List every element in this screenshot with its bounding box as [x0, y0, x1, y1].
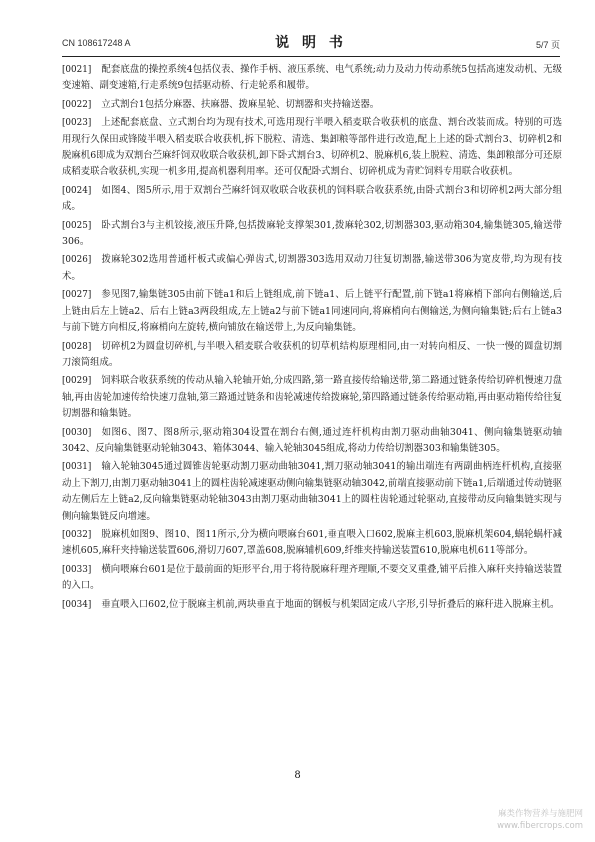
paragraph — [62, 287, 562, 336]
paragraph — [62, 562, 562, 595]
paragraph-number: [0031] — [62, 462, 92, 473]
paragraph — [62, 183, 562, 216]
paragraph — [62, 373, 562, 422]
paragraph-text: 拨麻轮302选用普通杆板式或偏心弹齿式,切割器303选用双动刀往复切割器,输送带306为宽皮带,均为现有技术。 — [62, 254, 562, 282]
paragraph — [62, 459, 562, 525]
paragraph-number: [0029] — [62, 376, 92, 387]
paragraph-text: 垂直喂入口602,位于脱麻主机前,两块垂直于地面的钢板与机架固定成八字形,引导折叠后的麻秆进入脱麻主机。 — [101, 598, 560, 610]
document-title: 说 明 书 — [275, 35, 347, 51]
paragraph-text: 饲料联合收获系统的传动从输入轮轴开始,分成四路,第一路直接传给输送带,第二路通过链条传给切碎机慢速刀盘轴,再由齿轮加速传给快速刀盘轴,第三路通过链条和齿轮减速传给拨麻轮,第四路通过链条传给驱动箱,再由驱动箱传给往复切割器和输集链。 — [62, 375, 562, 420]
paragraph — [62, 527, 562, 560]
paragraph-text: 切碎机2为圆盘切碎机,与半喂入稻麦联合收获机的切草机结构原理相同,由一对转向相反、一快一慢的圆盘切割刀滚筒组成。 — [62, 340, 562, 368]
paragraph-text: 参见图7,输集链305由前下链a1和后上链组成,前下链a1、后上链平行配置,前下链a1将麻梢下部向右侧输送,后上链由后左上链a2、后右上链a3两段组成,左上链a2与前下链a1同速同向,将麻梢向右侧输送,为侧向输集链;后右上链a3与前下链方向相反,将麻梢向左旋转,横向铺放在输送带上,为反向输集链。 — [62, 289, 562, 334]
description-body — [62, 62, 562, 615]
patent-number: CN 108617248 A — [62, 38, 131, 48]
paragraph-number: [0030] — [62, 427, 92, 438]
paragraph-text: 输入轮轴3045通过圆锥齿轮驱动割刀驱动曲轴3041,割刀驱动轴3041的输出端连有两副曲柄连杆机构,直接驱动上下割刀,由割刀驱动轴3041上的圆柱齿轮减速驱动侧向输集链驱动轴3042,前端直接驱动前下链a1,后端通过传动链驱动左侧后左上链a2,反向输集链驱动轮轴3043由割刀驱动曲轴3041上的圆柱齿轮通过轮驱动,直接带动反向输集链实现与侧向输集链反向增速。 — [62, 461, 562, 522]
page-header — [62, 32, 560, 57]
paragraph — [62, 218, 562, 251]
paragraph-number: [0028] — [62, 341, 92, 352]
paragraph — [62, 115, 562, 181]
paragraph-text: 卧式割台3与主机铰接,液压升降,包括拨麻轮支撑架301,拨麻轮302,切割器303,驱动箱304,输集链305,输送带306。 — [62, 219, 562, 248]
paragraph-text: 横向喂麻台601是位于最前面的矩形平台,用于将待脱麻秆理齐理顺,不要交叉重叠,铺平后推入麻秆夹持输送装置的入口。 — [62, 563, 562, 592]
paragraph — [62, 425, 562, 458]
paragraph-number: [0021] — [62, 65, 92, 75]
paragraph — [62, 62, 562, 95]
page-number: 8 — [294, 770, 301, 781]
paragraph-number: [0024] — [62, 185, 92, 196]
paragraph — [62, 339, 562, 372]
paragraph — [62, 97, 562, 113]
watermark-url: www.fibercrops.com — [497, 821, 583, 831]
paragraph-number: [0025] — [62, 220, 92, 231]
paragraph-number: [0032] — [62, 529, 92, 540]
paragraph-text: 脱麻机如图9、图10、图11所示,分为横向喂麻台601,垂直喂入口602,脱麻主机603,脱麻机架604,蜗轮蜗杆减速机605,麻秆夹持输送装置606,滑切刀607,罩盖608,脱麻辅机609,纤维夹持输送装置610,脱麻电机611等部分。 — [62, 528, 562, 557]
paragraph-number: [0027] — [62, 290, 92, 301]
paragraph-text: 配套底盘的操控系统4包括仪表、操作手柄、液压系统、电气系统;动力及动力传动系统5包括高速发动机、无级变速箱、副变速箱,行走系统9包括驱动桥、行走轮系和履带。 — [62, 64, 562, 92]
paragraph-number: [0034] — [62, 599, 92, 610]
paragraph-number: [0022] — [62, 99, 92, 110]
paragraph-number: [0033] — [62, 564, 92, 575]
paragraph-number: [0023] — [62, 118, 92, 129]
paragraph-text: 如图6、图7、图8所示,驱动箱304设置在割台右侧,通过连杆机构由割刀驱动曲轴3041、侧向输集链驱动轴3042、反向输集链驱动轮轴3043、箱体3044、输入轮轴3045组成,将动力传给切割器303和输集链305。 — [62, 426, 562, 454]
paragraph — [62, 252, 562, 285]
paragraph-text: 立式割台1包括分麻器、扶麻器、拨麻星轮、切割器和夹持输送器。 — [101, 98, 380, 110]
paragraph — [62, 597, 562, 613]
paragraph-text: 如图4、图5所示,用于双割台苎麻纤饲双收联合收获机的饲料联合收获系统,由卧式割台3和切碎机2两大部分组成。 — [62, 184, 562, 213]
watermark — [497, 808, 583, 832]
paragraph-text: 上述配套底盘、立式割台均为现有技术,可选用现行半喂入稻麦联合收获机的底盘、割台改装而成。特别的可选用现行久保田或锋陵半喂入稻麦联合收获机,拆下脱粒、清选、集卸粮等部件进行改造,配上上述的卧式割台3、切碎机2和脱麻机6即成为双割台苎麻纤饲双收联合收获机,卸下卧式割台3、切碎机2、脱麻机6,装上脱粒、清选、集卸粮部分可还原成稻麦联合收获机,实现一机多用,提高机器利用率。还可仅配卧式割台、切碎机成为青贮饲料专用联合收获机。 — [62, 117, 562, 178]
watermark-site-name: 麻类作物营养与施肥网 — [497, 809, 583, 819]
page-counter: 5/7 页 — [535, 40, 560, 50]
paragraph-number: [0026] — [62, 255, 92, 266]
